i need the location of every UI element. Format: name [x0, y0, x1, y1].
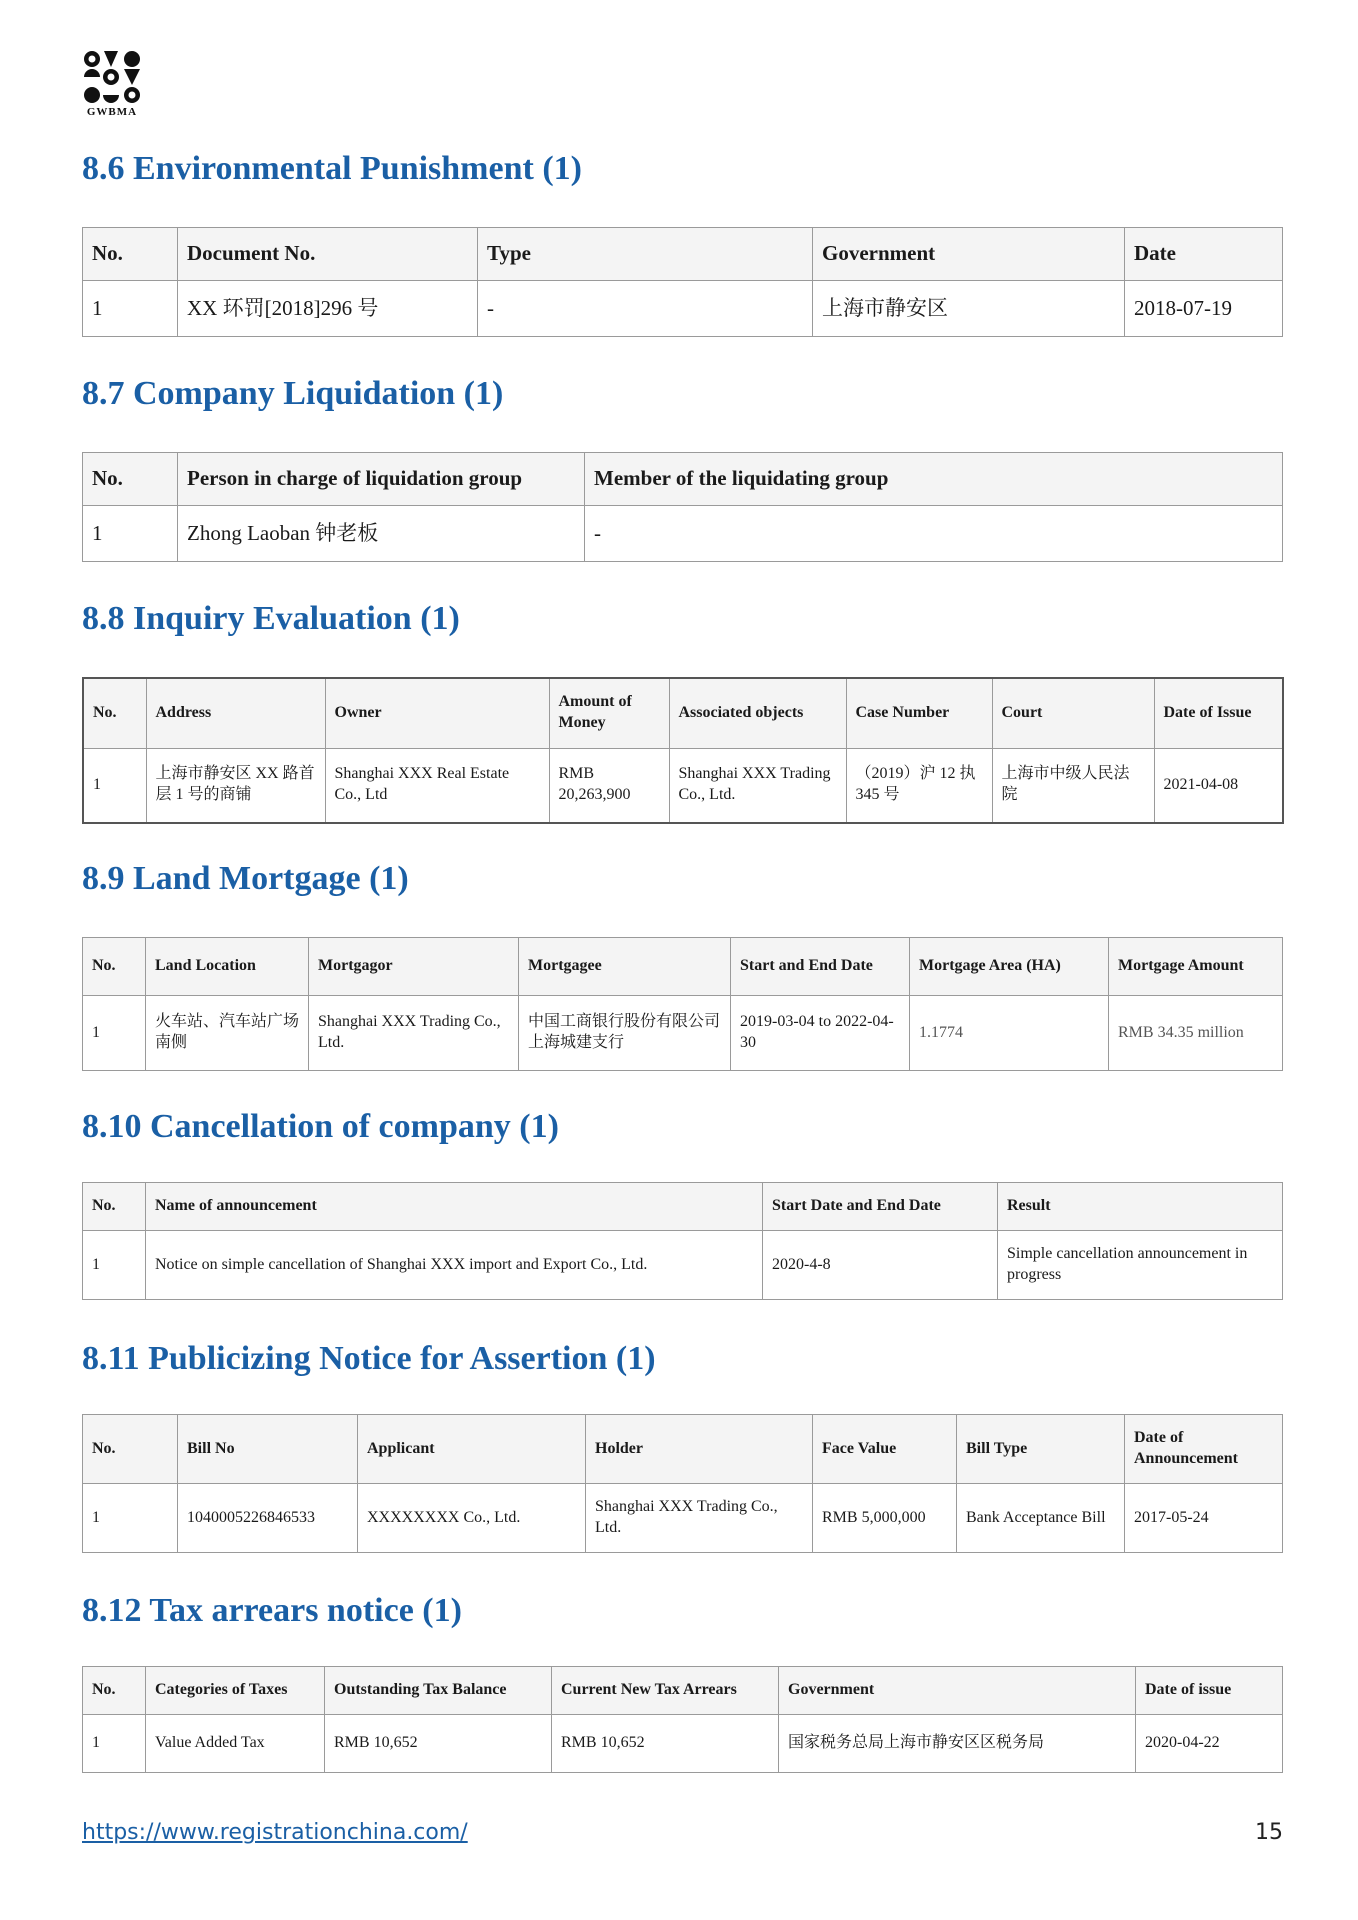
cell: 上海市中级人民法院 [992, 748, 1154, 823]
cell: 2020-04-22 [1136, 1715, 1283, 1773]
section-tax-arrears-notice [82, 1592, 1282, 1630]
table-header-row [83, 678, 1283, 748]
inquiry-evaluation-table [82, 677, 1284, 824]
cell: 1.1774 [910, 996, 1109, 1071]
section-title: 8.6 Environmental Punishment (1) [82, 150, 582, 187]
table-header-row [83, 938, 1283, 996]
cell: Bank Acceptance Bill [957, 1484, 1125, 1553]
cell: RMB 10,652 [325, 1715, 552, 1773]
cancellation-table [82, 1182, 1283, 1300]
header-cell: Owner [325, 678, 549, 748]
cell: 1 [83, 506, 178, 562]
header-cell: Case Number [846, 678, 992, 748]
company-liquidation-table [82, 452, 1283, 562]
table-row [83, 996, 1283, 1071]
section-land-mortgage [82, 860, 1282, 898]
header-cell: Address [146, 678, 325, 748]
cell: 上海市静安区 XX 路首层 1 号的商铺 [146, 748, 325, 823]
cell: 2018-07-19 [1125, 281, 1283, 337]
cell: - [585, 506, 1283, 562]
header-cell: Member of the liquidating group [585, 453, 1283, 506]
cell: 1 [83, 1715, 146, 1773]
table-row [83, 1231, 1283, 1300]
section-company-liquidation [82, 375, 1282, 413]
table-header-row [83, 1667, 1283, 1715]
section-title: 8.12 Tax arrears notice (1) [82, 1592, 462, 1629]
section-title: 8.11 Publicizing Notice for Assertion (1) [82, 1340, 656, 1377]
cell: 1 [83, 1231, 146, 1300]
header-cell: Start Date and End Date [763, 1183, 998, 1231]
header-cell: Mortgagee [519, 938, 731, 996]
cell: 1 [83, 996, 146, 1071]
header-cell: Start and End Date [731, 938, 910, 996]
land-mortgage-table [82, 937, 1283, 1071]
section-title: 8.10 Cancellation of company (1) [82, 1108, 559, 1145]
table-header-row [83, 228, 1283, 281]
header-cell: No. [83, 1415, 178, 1484]
cell: Zhong Laoban 钟老板 [178, 506, 585, 562]
header-cell: No. [83, 678, 146, 748]
section-title: 8.8 Inquiry Evaluation (1) [82, 600, 460, 637]
header-cell: Mortgagor [309, 938, 519, 996]
cell: 1040005226846533 [178, 1484, 358, 1553]
header-cell: Type [478, 228, 813, 281]
table-header-row [83, 453, 1283, 506]
header-cell: Name of announcement [146, 1183, 763, 1231]
header-cell: Face Value [813, 1415, 957, 1484]
section-publicizing-notice [82, 1340, 1282, 1378]
cell: 1 [83, 748, 146, 823]
cell: 1 [83, 281, 178, 337]
table-row [83, 748, 1283, 823]
table-row [83, 281, 1283, 337]
cell: 2020-4-8 [763, 1231, 998, 1300]
cell: XXXXXXXX Co., Ltd. [358, 1484, 586, 1553]
header-cell: Bill No [178, 1415, 358, 1484]
cell: Shanghai XXX Trading Co., Ltd. [309, 996, 519, 1071]
header-cell: Current New Tax Arrears [552, 1667, 779, 1715]
cell: 中国工商银行股份有限公司上海城建支行 [519, 996, 731, 1071]
header-cell: No. [83, 938, 146, 996]
cell: 2019-03-04 to 2022-04-30 [731, 996, 910, 1071]
cell: Simple cancellation announcement in progress [998, 1231, 1283, 1300]
cell: 火车站、汽车站广场南侧 [146, 996, 309, 1071]
cell: 1 [83, 1484, 178, 1553]
header-cell: Mortgage Area (HA) [910, 938, 1109, 996]
cell: 国家税务总局上海市静安区区税务局 [779, 1715, 1136, 1773]
header-cell: Amount of Money [549, 678, 669, 748]
header-cell: Person in charge of liquidation group [178, 453, 585, 506]
header-cell: Applicant [358, 1415, 586, 1484]
cell: 2021-04-08 [1154, 748, 1283, 823]
table-row [83, 1484, 1283, 1553]
cell: RMB 5,000,000 [813, 1484, 957, 1553]
header-cell: Date [1125, 228, 1283, 281]
header-cell: Date of issue [1136, 1667, 1283, 1715]
environmental-punishment-table [82, 227, 1283, 337]
section-title: 8.9 Land Mortgage (1) [82, 860, 409, 897]
header-cell: No. [83, 1183, 146, 1231]
cell: Value Added Tax [146, 1715, 325, 1773]
cell: RMB 34.35 million [1109, 996, 1283, 1071]
tax-arrears-table [82, 1666, 1283, 1773]
header-cell: Associated objects [669, 678, 846, 748]
header-cell: Government [779, 1667, 1136, 1715]
footer-website-link[interactable]: https://www.registrationchina.com/ [82, 1820, 468, 1845]
table-row [83, 1715, 1283, 1773]
header-cell: Outstanding Tax Balance [325, 1667, 552, 1715]
cell: 上海市静安区 [813, 281, 1125, 337]
logo-text: GWBMA [86, 106, 138, 118]
section-inquiry-evaluation [82, 600, 1282, 638]
cell: Shanghai XXX Trading Co., Ltd. [669, 748, 846, 823]
header-cell: No. [83, 228, 178, 281]
page-number: 15 [1255, 1820, 1283, 1845]
section-cancellation-of-company [82, 1108, 1282, 1146]
cell: RMB 10,652 [552, 1715, 779, 1773]
header-cell: Date of Announcement [1125, 1415, 1283, 1484]
header-cell: Categories of Taxes [146, 1667, 325, 1715]
header-cell: Bill Type [957, 1415, 1125, 1484]
table-row [83, 506, 1283, 562]
header-cell: Land Location [146, 938, 309, 996]
table-header-row [83, 1183, 1283, 1231]
cell: XX 环罚[2018]296 号 [178, 281, 478, 337]
header-cell: Court [992, 678, 1154, 748]
header-cell: Document No. [178, 228, 478, 281]
header-cell: Holder [586, 1415, 813, 1484]
header-cell: No. [83, 1667, 146, 1715]
header-cell: Mortgage Amount [1109, 938, 1283, 996]
table-header-row [83, 1415, 1283, 1484]
cell: Shanghai XXX Trading Co., Ltd. [586, 1484, 813, 1553]
cell: 2017-05-24 [1125, 1484, 1283, 1553]
cell: Shanghai XXX Real Estate Co., Ltd [325, 748, 549, 823]
header-cell: Date of Issue [1154, 678, 1283, 748]
section-environmental-punishment [82, 150, 1282, 188]
publicizing-notice-table [82, 1414, 1283, 1553]
cell: Notice on simple cancellation of Shanghai XXX import and Export Co., Ltd. [146, 1231, 763, 1300]
company-logo [82, 50, 142, 118]
cell: RMB 20,263,900 [549, 748, 669, 823]
section-title: 8.7 Company Liquidation (1) [82, 375, 504, 412]
header-cell: No. [83, 453, 178, 506]
logo-mark-icon [82, 50, 142, 104]
cell: - [478, 281, 813, 337]
header-cell: Result [998, 1183, 1283, 1231]
header-cell: Government [813, 228, 1125, 281]
cell: （2019）沪 12 执 345 号 [846, 748, 992, 823]
